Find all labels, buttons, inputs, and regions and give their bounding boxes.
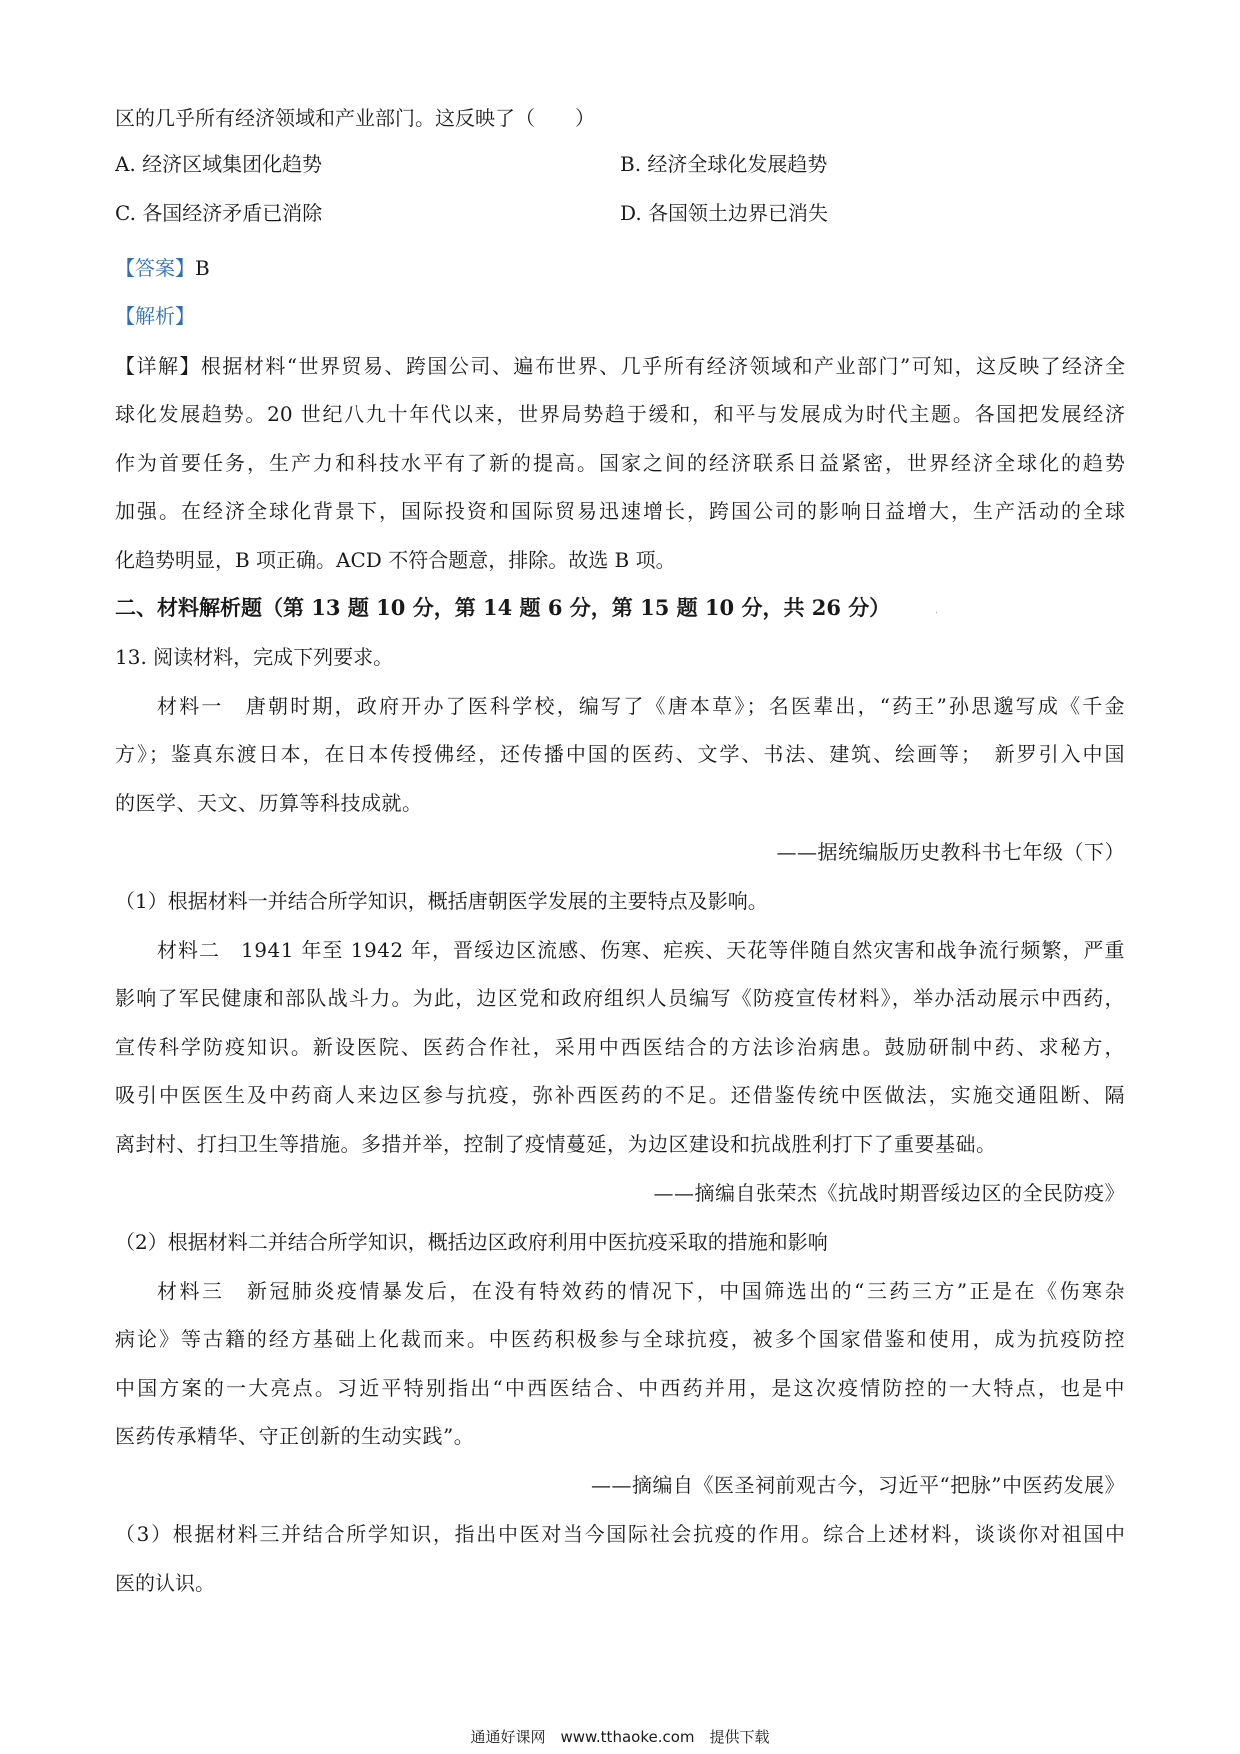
material-3-line-1: 材料三 新冠肺炎疫情暴发后，在没有特效药的情况下，中国筛选出的“三药三方”正是在《伤寒杂 [157, 1279, 1125, 1303]
q13-intro: 13. 阅读材料，完成下列要求。 [115, 645, 394, 669]
material-3-line-4: 医药传承精华、守正创新的生动实践”。 [115, 1424, 475, 1448]
q12-option-b: B. 经济全球化发展趋势 [620, 152, 828, 176]
material-2-line-1: 材料二 1941 年至 1942 年，晋绥边区流感、伤寒、疟疾、天花等伴随自然灾害和战争流行频繁，严重 [157, 938, 1125, 962]
q12-option-c: C. 各国经济矛盾已消除 [115, 201, 323, 225]
page-footer: 通通好课网 www.tthaoke.com 提供下载 [470, 1728, 770, 1746]
question-1: （1）根据材料一并结合所学知识，概括唐朝医学发展的主要特点及影响。 [115, 889, 768, 913]
material-3-line-3: 中国方案的一大亮点。习近平特别指出“中西医结合、中西药并用，是这次疫情防控的一大特点，也是中 [115, 1376, 1125, 1400]
detail-line-3: 作为首要任务，生产力和科技水平有了新的提高。国家之间的经济联系日益紧密，世界经济全球化的趋势 [115, 451, 1125, 475]
material-3-source: ——摘编自《医圣祠前观古今，习近平“把脉”中医药发展》 [591, 1473, 1125, 1497]
material-2-line-4: 吸引中医医生及中药商人来边区参与抗疫，弥补西医药的不足。还借鉴传统中医做法，实施交通阻断、隔 [115, 1083, 1125, 1107]
section-heading-mark: . [935, 605, 939, 616]
material-2-line-2: 影响了军民健康和部队战斗力。为此，边区党和政府组织人员编写《防疫宣传材料》，举办活动展示中西药， [115, 986, 1125, 1010]
q12-option-d: D. 各国领土边界已消失 [620, 201, 829, 225]
detail-line-1: 【详解】根据材料“世界贸易、跨国公司、遍布世界、几乎所有经济领域和产业部门”可知，这反映了经济全 [115, 354, 1125, 378]
answer-value: B [195, 256, 210, 280]
material-3-line-2: 病论》等古籍的经方基础上化裁而来。中医药积极参与全球抗疫，被多个国家借鉴和使用，成为抗疫防控 [115, 1327, 1125, 1351]
question-2: （2）根据材料二并结合所学知识，概括边区政府利用中医抗疫采取的措施和影响 [115, 1230, 828, 1254]
q12-stem-tail: 区的几乎所有经济领域和产业部门。这反映了（ ） [115, 106, 595, 130]
material-2-line-5: 离封村、打扫卫生等措施。多措并举，控制了疫情蔓延，为边区建设和抗战胜利打下了重要基础。 [115, 1132, 997, 1156]
question-3-line-2: 医的认识。 [115, 1571, 215, 1595]
material-1-line-1: 材料一 唐朝时期，政府开办了医科学校，编写了《唐本草》；名医辈出，“药王”孙思邈写成《千金 [157, 694, 1125, 718]
q12-answer [115, 254, 1125, 282]
detail-line-5: 化趋势明显，B 项正确。ACD 不符合题意，排除。故选 B 项。 [115, 548, 676, 572]
material-1-line-3: 的医学、天文、历算等科技成就。 [115, 791, 423, 815]
detail-line-2: 球化发展趋势。20 世纪八九十年代以来，世界局势趋于缓和，和平与发展成为时代主题。各国把发展经济 [115, 402, 1125, 426]
section-heading: 二、材料解析题（第 13 题 10 分，第 14 题 6 分，第 15 题 10 分，共 26 分） [115, 595, 891, 620]
analysis-label: 【解析】 [115, 304, 195, 328]
material-1-source: ——据统编版历史教科书七年级（下） [776, 840, 1125, 864]
material-2-source: ——摘编自张荣杰《抗战时期晋绥边区的全民防疫》 [653, 1181, 1125, 1205]
q12-option-a: A. 经济区域集团化趋势 [115, 152, 323, 176]
answer-label: 【答案】 [115, 256, 195, 280]
detail-line-4: 加强。在经济全球化背景下，国际投资和国际贸易迅速增长，跨国公司的影响日益增大，生产活动的全球 [115, 499, 1125, 523]
question-3-line-1: （3）根据材料三并结合所学知识，指出中医对当今国际社会抗疫的作用。综合上述材料，谈谈你对祖国中 [115, 1522, 1125, 1546]
material-1-line-2: 方》；鉴真东渡日本，在日本传授佛经，还传播中国的医药、文学、书法、建筑、绘画等； 新罗引入中国 [115, 742, 1125, 766]
material-2-line-3: 宣传科学防疫知识。新设医院、医药合作社，采用中西医结合的方法诊治病患。鼓励研制中药、求秘方， [115, 1035, 1125, 1059]
